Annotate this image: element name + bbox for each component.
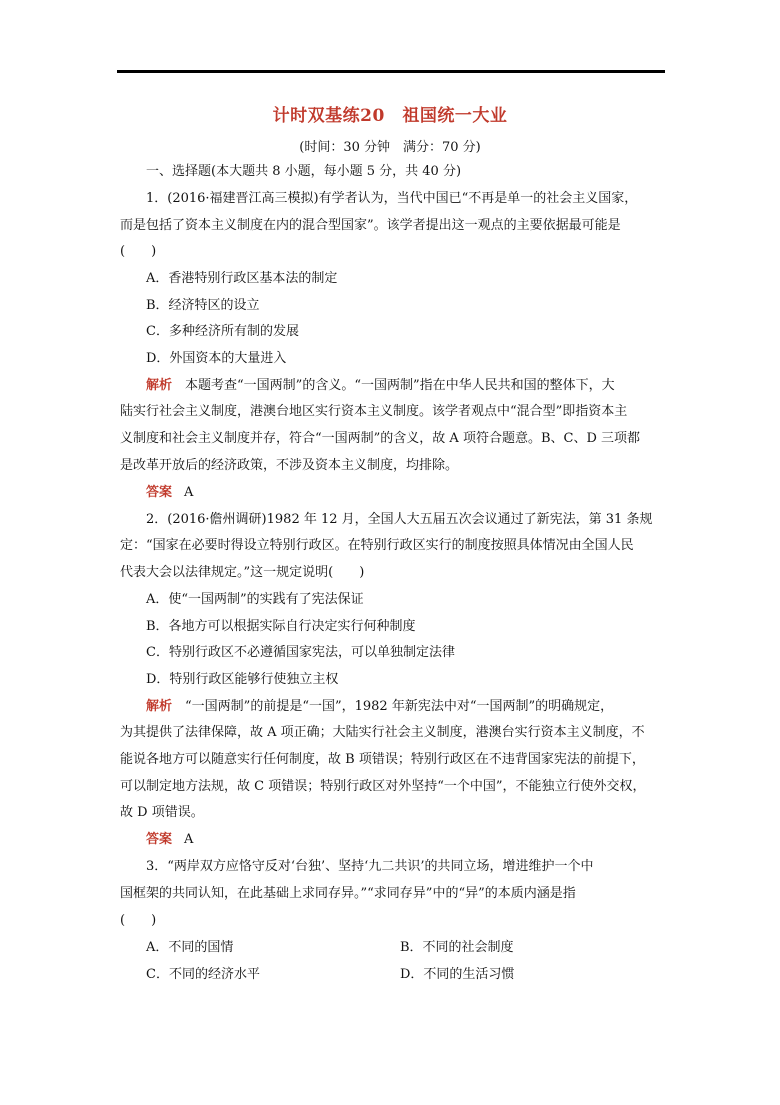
q1-option-a: A．香港特别行政区基本法的制定 xyxy=(146,271,338,286)
q3-option-a: A．不同的国情 xyxy=(146,940,234,955)
q2-option-d: D．特别行政区能够行使独立主权 xyxy=(146,672,339,687)
q2-analysis-line xyxy=(146,699,664,715)
q2-option-c: C．特别行政区不必遵循国家宪法，可以单独制定法律 xyxy=(146,645,455,660)
q2-option-a: A．使“一国两制”的实践有了宪法保证 xyxy=(146,592,364,607)
q1-option-d: D．外国资本的大量进入 xyxy=(146,351,287,366)
q1-answer xyxy=(146,485,664,501)
q2-stem-line: 代表大会以法律规定。”这一规定说明( ) xyxy=(120,565,365,580)
page-title: 计时双基练20 祖国统一大业 xyxy=(272,106,508,126)
page-subtitle: (时间：30 分钟 满分：70 分) xyxy=(299,140,481,155)
q1-answer-label: 答案 xyxy=(146,485,173,500)
q2-stem-line: 定：“国家在必要时得设立特别行政区。在特别行政区实行的制度按照具体情况由全国人民 xyxy=(120,538,634,553)
q2-analysis-line: 可以制定地方法规，故 C 项错误；特别行政区对外坚持“一个中国”，不能独立行使外交权， xyxy=(120,779,646,794)
q3-option-c: C．不同的经济水平 xyxy=(146,967,260,982)
q3-stem-line: ( ) xyxy=(120,913,157,928)
q2-analysis-line: 能说各地方可以随意实行任何制度，故 B 项错误；特别行政区在不违背国家宪法的前提下， xyxy=(120,752,645,767)
top-rule xyxy=(117,70,665,73)
q1-answer-value: A xyxy=(184,485,194,500)
q1-analysis-line: 义制度和社会主义制度并存，符合“一国两制”的含义，故 A 项符合题意。B、C、D 三项都 xyxy=(120,431,641,446)
q2-answer-value: A xyxy=(184,832,194,847)
q2-analysis-label: 解析 xyxy=(146,699,173,714)
q2-answer xyxy=(146,832,664,848)
q1-analysis-line xyxy=(146,378,664,394)
q3-stem-line: 国框架的共同认知，在此基础上求同存异。”“求同存异”中的“异”的本质内涵是指 xyxy=(120,886,576,901)
section-heading: 一、选择题(本大题共 8 小题，每小题 5 分，共 40 分) xyxy=(146,164,462,179)
q1-option-b: B．经济特区的设立 xyxy=(146,298,260,313)
q2-analysis-line: 故 D 项错误。 xyxy=(120,805,204,820)
q3-option-d: D．不同的生活习惯 xyxy=(400,967,515,982)
q1-analysis-text: 本题考查“一国两制”的含义。“一国两制”指在中华人民共和国的整体下，大 xyxy=(185,378,615,393)
q2-analysis-line: 为其提供了法律保障，故 A 项正确；大陆实行社会主义制度，港澳台实行资本主义制度，不 xyxy=(120,725,645,740)
q1-analysis-line: 陆实行社会主义制度，港澳台地区实行资本主义制度。该学者观点中“混合型”即指资本主 xyxy=(120,404,628,419)
q1-stem-line: 1．(2016·福建晋江高三模拟)有学者认为，当代中国已“不再是单一的社会主义国家， xyxy=(146,191,638,206)
q1-option-c: C．多种经济所有制的发展 xyxy=(146,324,299,339)
q2-answer-label: 答案 xyxy=(146,832,173,847)
q1-stem-line: ( ) xyxy=(120,244,157,259)
q1-analysis-label: 解析 xyxy=(146,378,173,393)
q2-analysis-text: “一国两制”的前提是“一国”，1982 年新宪法中对“一国两制”的明确规定， xyxy=(185,699,614,714)
q1-stem-line: 而是包括了资本主义制度在内的混合型国家”。该学者提出这一观点的主要依据最可能是 xyxy=(120,218,621,233)
q2-stem-line: 2．(2016·儋州调研)1982 年 12 月，全国人大五届五次会议通过了新宪法，第 31 条规 xyxy=(146,512,653,527)
q3-option-b: B．不同的社会制度 xyxy=(400,940,514,955)
q2-option-b: B．各地方可以根据实际自行决定实行何种制度 xyxy=(146,619,416,634)
q3-stem-line: 3．“两岸双方应恪守反对‘台独’、坚持‘九二共识’的共同立场，增进维护一个中 xyxy=(146,859,594,874)
q1-analysis-line: 是改革开放后的经济政策，不涉及资本主义制度，均排除。 xyxy=(120,458,459,473)
